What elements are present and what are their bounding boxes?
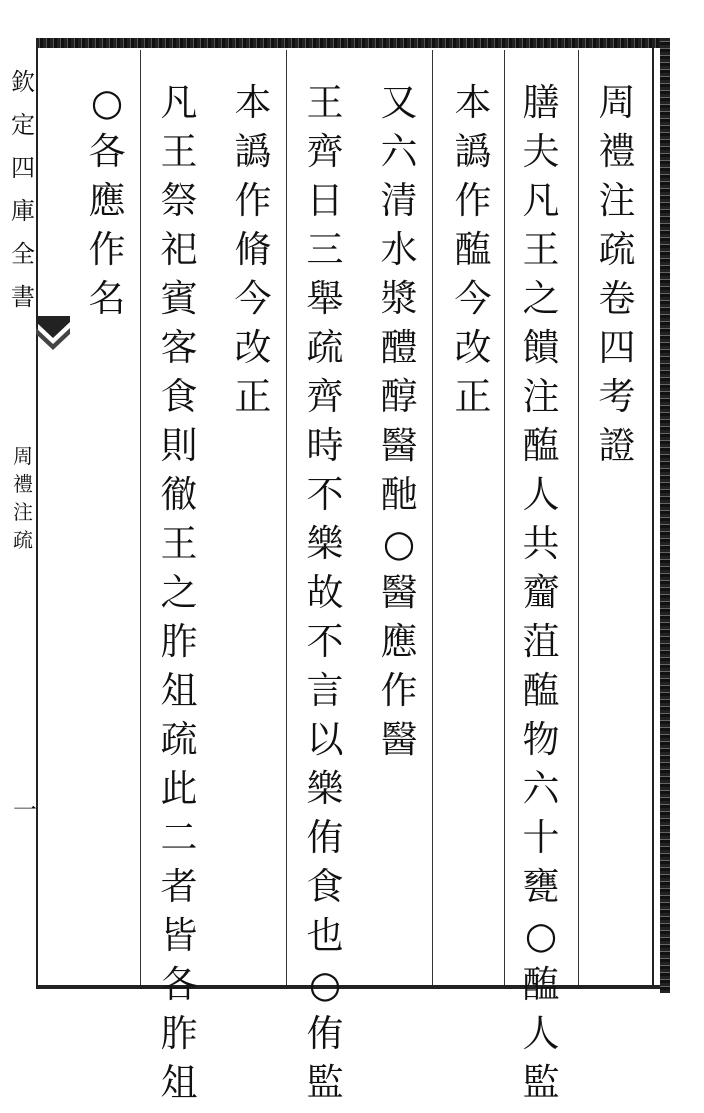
glyph: 卷 [598,277,636,320]
glyph: 俎 [160,669,198,712]
glyph: 監 [306,1061,344,1104]
glyph: 改 [454,326,492,369]
fishtail-mark-icon [36,316,70,356]
column-rule [432,50,433,985]
glyph: 齊 [306,130,344,173]
glyph: 故 [306,571,344,614]
glyph: 三 [306,228,344,271]
glyph: 水 [380,228,418,271]
glyph: 今 [454,277,492,320]
glyph: 正 [454,375,492,418]
glyph: 全 [11,240,35,268]
side-page-number: 一 [13,796,37,824]
text-column [304,81,346,1113]
glyph: 監 [522,1061,560,1104]
glyph: 禮 [598,130,636,173]
column-rule [286,50,287,985]
glyph: 各 [160,963,198,1006]
glyph: 人 [522,1012,560,1055]
glyph: 王 [160,522,198,565]
column-rule [504,50,505,985]
glyph: 漿 [380,277,418,320]
glyph: 共 [522,522,560,565]
glyph: 也 [306,914,344,957]
glyph: 膳 [522,81,560,124]
glyph: 以 [306,718,344,761]
glyph: 醴 [380,326,418,369]
glyph: 菹 [522,620,560,663]
glyph: 六 [380,130,418,173]
glyph: 王 [522,228,560,271]
glyph: 客 [160,326,198,369]
glyph: ○ [524,914,558,957]
glyph: 不 [306,620,344,663]
glyph: 作 [454,179,492,222]
glyph: 言 [306,669,344,712]
glyph: 俎 [160,1061,198,1104]
glyph: 醇 [380,375,418,418]
side-book-title [10,62,36,320]
glyph: 侑 [306,1012,344,1055]
glyph: 醫 [380,424,418,467]
glyph: 欽 [11,68,35,96]
glyph: 凡 [522,179,560,222]
right-border-outer [660,38,670,993]
glyph: 醢 [522,669,560,712]
glyph: 六 [522,767,560,810]
glyph: 王 [306,81,344,124]
glyph: 王 [160,130,198,173]
glyph: 今 [234,277,272,320]
glyph: 食 [160,375,198,418]
glyph: 二 [160,816,198,859]
glyph: ○ [382,522,416,565]
glyph: 夫 [522,130,560,173]
glyph: 此 [160,767,198,810]
glyph: 醫 [380,718,418,761]
glyph: 本 [454,81,492,124]
glyph: 名 [88,277,126,320]
glyph: 舉 [306,277,344,320]
glyph: 胙 [160,1012,198,1055]
glyph: 庫 [11,197,35,225]
glyph: 侑 [306,816,344,859]
text-column [378,81,420,770]
text-column [520,81,562,1113]
glyph: 者 [160,865,198,908]
text-column [452,81,494,427]
glyph: 甕 [522,865,560,908]
glyph: ○ [308,963,342,1006]
glyph: 凡 [160,81,198,124]
glyph: ○ [90,81,124,124]
glyph: 食 [306,865,344,908]
glyph: 注 [598,179,636,222]
side-section-title [10,440,36,552]
glyph: 齏 [522,571,560,614]
glyph: 定 [11,111,35,139]
glyph: 十 [522,816,560,859]
glyph: 周 [13,444,33,468]
glyph: 脩 [234,228,272,271]
text-column [158,81,200,1113]
glyph: 醢 [522,424,560,467]
bottom-border [36,985,666,989]
glyph: 徹 [160,473,198,516]
text-column [86,81,128,329]
glyph: 作 [380,669,418,712]
text-column-heading [596,81,638,476]
glyph: 禮 [13,472,33,496]
glyph: 書 [11,283,35,311]
left-border [36,48,38,985]
glyph: 作 [234,179,272,222]
column-rule [578,50,579,985]
glyph: 周 [598,81,636,124]
glyph: 祭 [160,179,198,222]
glyph: 疏 [598,228,636,271]
glyph: 考 [598,375,636,418]
glyph: 證 [598,424,636,467]
glyph: 又 [380,81,418,124]
glyph: 清 [380,179,418,222]
glyph: 應 [88,179,126,222]
glyph: 應 [380,620,418,663]
glyph: 醢 [454,228,492,271]
glyph: 之 [160,571,198,614]
glyph: 不 [306,473,344,516]
glyph: 正 [234,375,272,418]
glyph: 改 [234,326,272,369]
glyph: 饋 [522,326,560,369]
glyph: 樂 [306,522,344,565]
glyph: 物 [522,718,560,761]
glyph: 四 [598,326,636,369]
glyph: 疏 [160,718,198,761]
glyph: 本 [234,81,272,124]
text-column [232,81,274,427]
right-border-inner [652,48,654,985]
glyph: 胙 [160,620,198,663]
glyph: 樂 [306,767,344,810]
glyph: 各 [88,130,126,173]
top-border [36,38,666,48]
glyph: 作 [88,228,126,271]
glyph: 注 [522,375,560,418]
glyph: 時 [306,424,344,467]
glyph: 祀 [160,228,198,271]
glyph: 酏 [380,473,418,516]
glyph: 齊 [306,375,344,418]
glyph: 注 [13,500,33,524]
glyph: 醫 [380,571,418,614]
glyph: 則 [160,424,198,467]
glyph: 疏 [306,326,344,369]
glyph: 譌 [234,130,272,173]
glyph: 人 [522,473,560,516]
glyph: 疏 [13,528,33,552]
column-rule [140,50,141,985]
glyph: 日 [306,179,344,222]
glyph: 四 [11,154,35,182]
glyph: 皆 [160,914,198,957]
glyph: 賓 [160,277,198,320]
glyph: 醢 [522,963,560,1006]
glyph: 譌 [454,130,492,173]
glyph: 之 [522,277,560,320]
